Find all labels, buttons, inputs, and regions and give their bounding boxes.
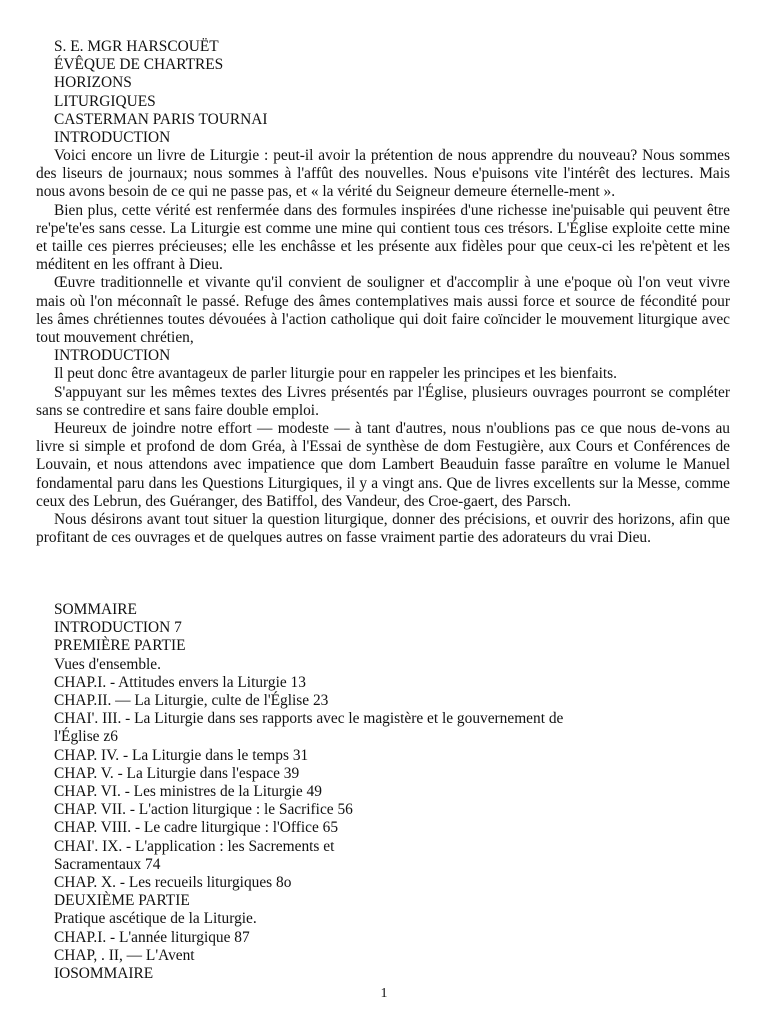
table-of-contents — [54, 601, 654, 983]
paragraph: S'appuyant sur les mêmes textes des Livres présentés par l'Église, plusieurs ouvrages pourront se compléter sans se contredire et sans faire double emploi. — [36, 383, 730, 419]
toc-entry: l'Église z6 — [54, 728, 118, 746]
toc-entry: CHAI'. IX. - L'application : les Sacrements et — [54, 837, 335, 855]
book-title-line-1: HORIZONS — [54, 74, 132, 92]
toc-entry: CHAP. VI. - Les ministres de la Liturgie 49 — [54, 783, 322, 801]
toc-heading: SOMMAIRE — [54, 601, 137, 618]
toc-entry: CHAP.II. — La Liturgie, culte de l'Église 23 — [54, 692, 329, 710]
toc-entry: CHAP.I. - L'année liturgique 87 — [54, 928, 250, 946]
page-number: 1 — [380, 986, 388, 1001]
paragraph: Œuvre traditionnelle et vivante qu'il convient de souligner et d'accomplir à une e'poque où l'on veut vivre mais où l'on méconnaît le passé. Refuge des âmes contemplatives mais aussi force et source de fécondité pour les âmes chrétiennes toutes dévouées à l'action catholique qui doit faire coïncider le mouvement liturgique avec tout mouvement chrétien, — [36, 274, 730, 347]
toc-entry: CHAP. VII. - L'action liturgique : le Sacrifice 56 — [54, 801, 353, 819]
introduction-body — [36, 147, 730, 547]
title-block — [54, 38, 268, 147]
paragraph: Il peut donc être avantageux de parler liturgie pour en rappeler les principes et les bienfaits. — [54, 365, 617, 383]
toc-entry: Vues d'ensemble. — [54, 655, 161, 673]
toc-entry: Pratique ascétique de la Liturgie. — [54, 910, 257, 928]
toc-entry: CHAP.I. - Attitudes envers la Liturgie 13 — [54, 673, 306, 691]
section-heading: INTRODUCTION — [54, 129, 171, 147]
toc-entry: CHAP, . II, — L'Avent — [54, 946, 195, 964]
section-heading: INTRODUCTION — [54, 347, 171, 365]
paragraph: Voici encore un livre de Liturgie : peut-il avoir la prétention de nous apprendre du nouveau? Nous sommes des liseurs de journaux; nous sommes à l'affût des nouvelles. Nous e'puisons vite l'intérêt des lectures. Mais nous avons besoin de ce qui ne passe pas, et « la vérité du Seigneur demeure éternelle-ment ». — [36, 147, 730, 201]
toc-entry: IOSOMMAIRE — [54, 965, 154, 983]
toc-part-heading: PREMIÈRE PARTIE — [54, 637, 186, 655]
toc-entry: CHAP. V. - La Liturgie dans l'espace 39 — [54, 764, 300, 782]
toc-entry: CHAP. VIII. - Le cadre liturgique : l'Office 65 — [54, 819, 339, 837]
publisher-line: CASTERMAN PARIS TOURNAI — [54, 110, 268, 128]
toc-entry: CHAI'. III. - La Liturgie dans ses rapports avec le magistère et le gouvernement de — [54, 710, 564, 728]
paragraph: Nous désirons avant tout situer la question liturgique, donner des précisions, et ouvrir des horizons, afin que profitant de ces ouvrages et de quelques autres on fasse vraiment partie des adorateurs du vrai Dieu. — [36, 511, 730, 547]
author-title-line: ÉVÊQUE DE CHARTRES — [54, 56, 224, 74]
paragraph: Heureux de joindre notre effort — modeste — à tant d'autres, nous n'oublions pas ce que nous de-vons au livre si simple et profond de dom Gréa, à l'Essai de synthèse de dom Festugière, aux Cours et Conférences de Louvain, et nous attendons avec impatience que dom Lambert Beauduin fasse paraître en volume le Manuel fondamental paru dans les Questions Liturgiques, il y a vingt ans. Que de livres excellents sur la Messe, comme ceux des Lebrun, des Guéranger, des Batiffol, des Vandeur, des Croe-gaert, des Parsch. — [36, 420, 730, 510]
toc-entry: Sacramentaux 74 — [54, 855, 161, 873]
paragraph: Bien plus, cette vérité est renfermée dans des formules inspirées d'une richesse ine'puisable qui peuvent être re'pe'te'es sans cesse. La Liturgie est comme une mine qui contient tous ces trésors. L'Église exploite cette mine et taille ces pierres précieuses; elle les enchâsse et les présente aux fidèles pour que ceux-ci les re'pètent et les méditent en les offrant à Dieu. — [36, 201, 730, 274]
toc-entry: CHAP. IV. - La Liturgie dans le temps 31 — [54, 746, 309, 764]
toc-entry: CHAP. X. - Les recueils liturgiques 8o — [54, 874, 292, 892]
toc-part-heading: DEUXIÈME PARTIE — [54, 892, 190, 910]
author-line: S. E. MGR HARSCOUËT — [54, 38, 219, 55]
book-title-line-2: LITURGIQUES — [54, 92, 156, 110]
toc-entry: INTRODUCTION 7 — [54, 619, 182, 637]
